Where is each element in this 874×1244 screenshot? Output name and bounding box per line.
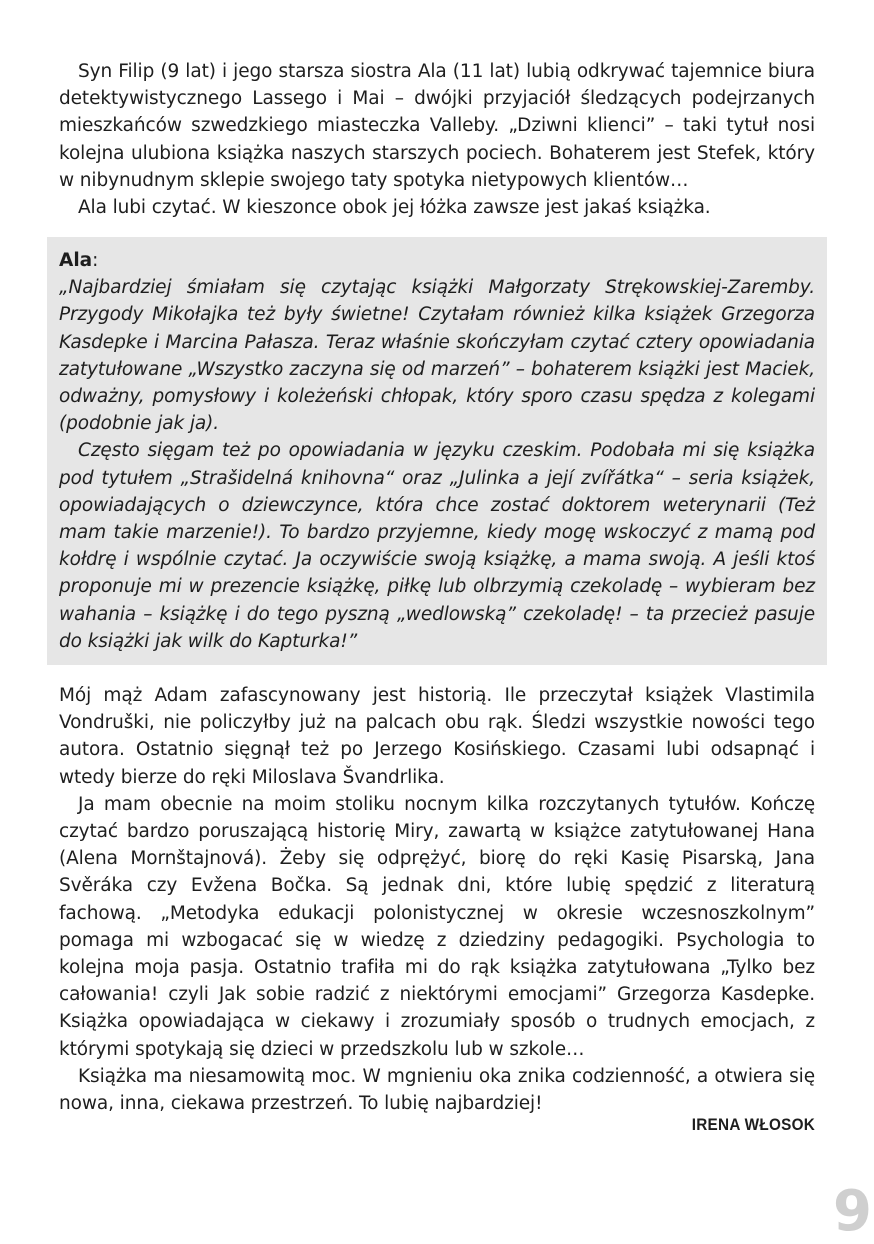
quote-box-content (59, 247, 815, 655)
quote-box (47, 237, 827, 665)
quote-speaker-line (59, 247, 815, 274)
intro-section (59, 58, 815, 221)
author-signature: IRENA WŁOSOK (691, 1115, 815, 1134)
quote-paragraph: „Najbardziej śmiałam się czytając książki Małgorzaty Strękowskiej-Zaremby. Przygody Mikołajka też były świetne! Czytałam również kilka książek Grzegorza Kasdepke i Marcina Pałasza. Teraz właśnie skończyłam czytać cztery opowiadania zatytułowane „Wszystko zaczyna się od marzeń” – bohaterem książki jest Maciek, odważny, pomysłowy i koleżeński chłopak, który sporo czasu spędza z kolegami (podobnie jak ja). (59, 277, 815, 435)
quote-speaker: Ala (59, 250, 93, 271)
main-paragraph: Mój mąż Adam zafascynowany jest historią. Ile przeczytał książek Vlastimila Vondruški, nie policzyłby już na palcach obu rąk. Śledzi wszystkie nowości tego autora. Ostatnio sięgnął też po Jerzego Kosińskiego. Czasami lubi odsapnąć i wtedy bierze do ręki Miloslava Švandrlika. (59, 685, 815, 788)
main-paragraph: Książka ma niesamowitą moc. W mgnieniu oka znika codzienność, a otwiera się nowa, inna, ciekawa przestrzeń. To lubię najbardziej! (59, 1065, 815, 1115)
main-paragraph: Ja mam obecnie na moim stoliku nocnym kilka rozczytanych tytułów. Kończę czytać bardzo poruszającą historię Miry, zawartą w książce zatytułowanej Hana (Alena Mornštajnová). Żeby się odprężyć, biorę do ręki Kasię Pisarską, Jana Svěráka czy Evžena Bočka. Są jednak dni, które lubię spędzić z literaturą fachową. „Metodyka edukacji polonistycznej w okresie wczesnoszkolnym” pomaga mi wzbogacać się w wiedzę z dziedziny pedagogiki. Psychologia to kolejna moja pasja. Ostatnio trafiła mi do rąk książka zatytułowana „Tylko bez całowania! czyli Jak sobie radzić z niektórymi emocjami” Grzegorza Kasdepke. Książka opowiadająca w ciekawy i zrozumiały sposób o trudnych emocjach, z którymi spotykają się dzieci w przedszkolu lub w szkole… (59, 793, 815, 1060)
quote-speaker-colon: : (92, 250, 99, 271)
quote-paragraph: Często sięgam też po opowiadania w języku czeskim. Podobała mi się książka pod tytułem „Strašidelná knihovna“ oraz „Julinka a její zvířátka“ – seria książek, opowiadających o dziewczynce, która chce zostać doktorem weterynarii (Też mam takie marzenie!). To bardzo przyjemne, kiedy mogę wskoczyć z mamą pod kołdrę i wspólnie czytać. Ja oczywiście swoją książkę, a mama swoją. A jeśli ktoś proponuje mi w prezencie książkę, piłkę lub olbrzymią czekoladę – wybieram bez wahania – książkę i do tego pyszną „wedlowską” czekoladę! – ta przecież pasuje do książki jak wilk do Kapturka!” (59, 440, 815, 652)
main-section (59, 682, 815, 1117)
page-number: 9 (833, 1179, 872, 1244)
intro-paragraph: Syn Filip (9 lat) i jego starsza siostra Ala (11 lat) lubią odkrywać tajemnice biura detektywistycznego Lassego i Mai – dwójki przyjaciół śledzących podejrzanych mieszkańców szwedzkiego miasteczka Valleby. „Dziwni klienci” – taki tytuł nosi kolejna ulubiona książka naszych starszych pociech. Bohaterem jest Stefek, który w nibynudnym sklepie swojego taty spotyka nietypowych klientów… (59, 61, 815, 191)
intro-paragraph: Ala lubi czytać. W kieszonce obok jej łóżka zawsze jest jakaś książka. (78, 197, 711, 219)
